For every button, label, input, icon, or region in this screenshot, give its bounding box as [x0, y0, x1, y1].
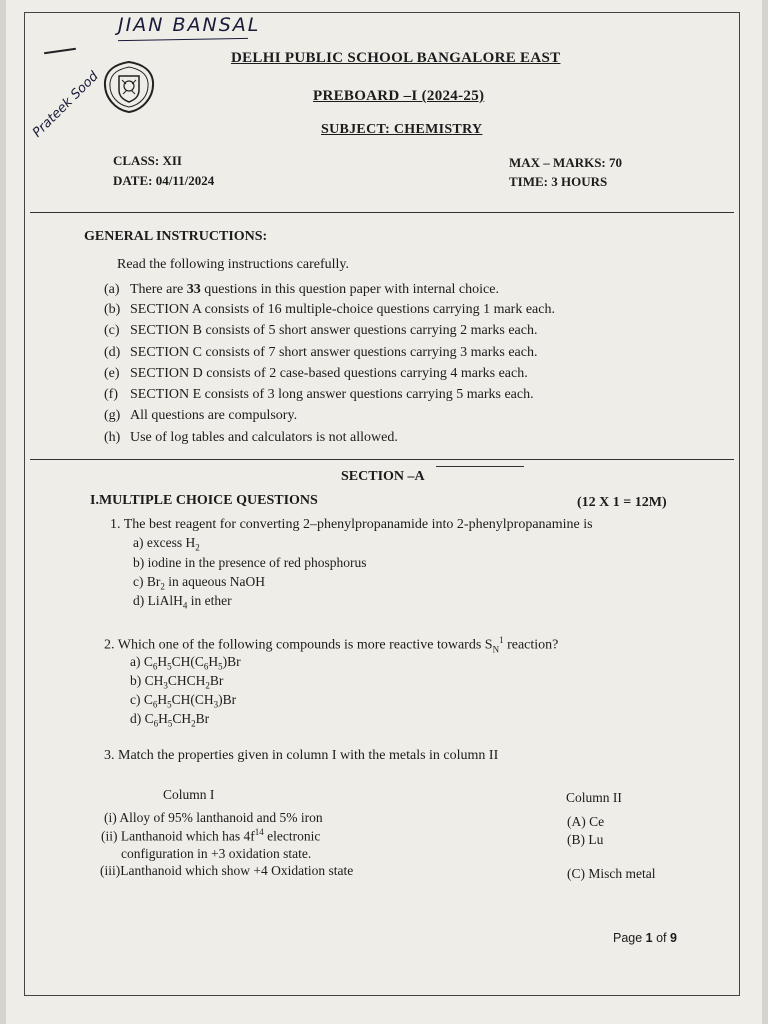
- handwritten-signature: Prateek Sood: [30, 68, 102, 141]
- column-1-header: Column I: [163, 787, 215, 802]
- instruction-item: (e) SECTION D consists of 2 case-based questions carrying 4 marks each.: [104, 366, 528, 381]
- section-title: SECTION –A: [341, 469, 425, 484]
- question-2-option-a: a) $C_6H_5CH(C_6H_5)Br$: [130, 654, 241, 672]
- match-row-iii: (iii)Lanthanoid which show +4 Oxidation state: [100, 863, 354, 878]
- school-logo-icon: [102, 60, 156, 114]
- column-2-header: Column II: [566, 790, 622, 805]
- question-1-option-b: b) iodine in the presence of red phosphorus: [133, 555, 367, 570]
- question-1-option-c: c) $Br_2$ in aqueous NaOH: [133, 574, 265, 592]
- instruction-item: (c) SECTION B consists of 5 short answer questions carrying 2 marks each.: [104, 323, 538, 338]
- question-1-option-a: a) excess $H_2$: [133, 535, 200, 553]
- max-marks: MAX – MARKS: 70: [509, 155, 623, 170]
- question-1-stem: 1. The best reagent for converting 2–phenylpropanamide into 2-phenylpropanamine is: [110, 517, 593, 532]
- question-2-option-c: c) $C_6H_5CH(CH_3)Br$: [130, 692, 237, 710]
- exam-title: PREBOARD –I (2024-25): [313, 88, 485, 104]
- question-1-option-d: d) LiAlH$_4$ in ether: [133, 593, 232, 611]
- subject: SUBJECT: CHEMISTRY: [321, 122, 483, 137]
- match-option-a: (A) Ce: [567, 814, 605, 829]
- question-2-option-d: d) $C_6H_5CH_2Br$: [130, 711, 210, 729]
- section-subheading: I.MULTIPLE CHOICE QUESTIONS: [90, 493, 318, 508]
- instruction-item: (d) SECTION C consists of 7 short answer questions carrying 3 marks each.: [104, 345, 538, 360]
- section-marks: (12 X 1 = 12M): [577, 495, 667, 510]
- match-row-ii: (ii) Lanthanoid which has $4f^{14}$ electronic: [101, 827, 321, 844]
- date-label: DATE: 04/11/2024: [113, 173, 215, 188]
- instruction-item: (h) Use of log tables and calculators is not allowed.: [104, 430, 398, 445]
- page-number: Page 1 of 9: [613, 931, 677, 945]
- match-option-c: (C) Misch metal: [567, 866, 656, 881]
- time: TIME: 3 HOURS: [509, 174, 608, 189]
- header-divider: [30, 212, 734, 213]
- match-option-b: (B) Lu: [567, 832, 604, 847]
- instruction-item: (b) SECTION A consists of 16 multiple-choice questions carrying 1 mark each.: [104, 302, 555, 317]
- instructions-divider: [30, 459, 734, 460]
- instruction-item: (g) All questions are compulsory.: [104, 408, 298, 423]
- question-3-stem: 3. Match the properties given in column I with the metals in column II: [104, 748, 499, 763]
- instruction-item: (a) There are 33 questions in this question paper with internal choice.: [104, 282, 499, 297]
- question-2-stem: 2. Which one of the following compounds is more reactive towards $S_N^1$ reaction?: [104, 635, 559, 655]
- handwritten-name: JIAN BANSAL: [118, 14, 261, 36]
- question-2-option-b: b) $CH_3CHCH_2Br$: [130, 673, 224, 691]
- instruction-item: (f) SECTION E consists of 3 long answer questions carrying 5 marks each.: [104, 387, 534, 402]
- match-row-i: (i) Alloy of 95% lanthanoid and 5% iron: [104, 810, 323, 825]
- match-row-ii-continued: configuration in +3 oxidation state.: [121, 846, 312, 861]
- instructions-heading: GENERAL INSTRUCTIONS:: [84, 229, 268, 244]
- school-name: DELHI PUBLIC SCHOOL BANGALORE EAST: [231, 50, 561, 66]
- section-rule: [436, 466, 524, 467]
- instructions-intro: Read the following instructions carefully.: [117, 257, 349, 272]
- class-label: CLASS: XII: [113, 153, 182, 168]
